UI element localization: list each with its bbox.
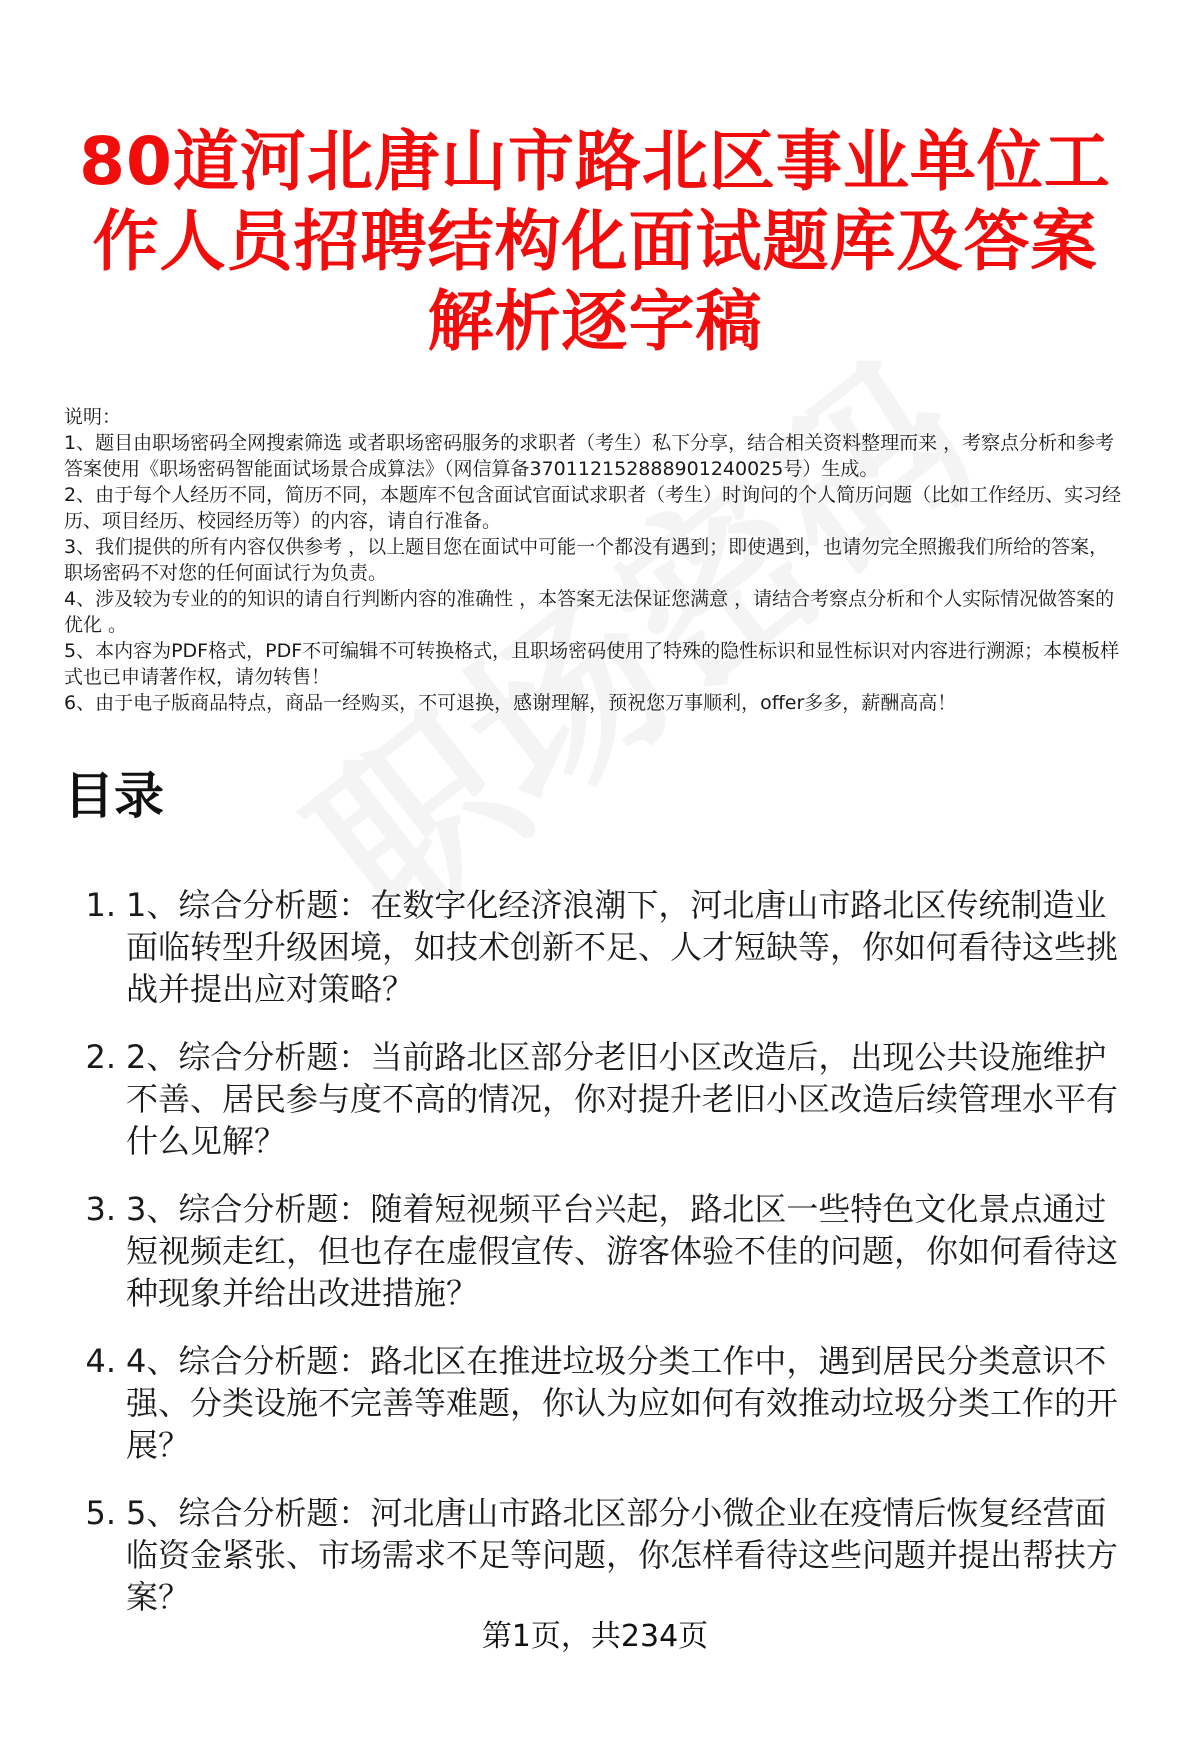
toc-item-link[interactable]: 3、综合分析题：随着短视频平台兴起，路北区一些特色文化景点通过短视频走红，但也存在虚假宣传、游客体验不佳的问题，你如何看待这种现象并给出改进措施？: [126, 1190, 1119, 1312]
toc-heading: 目录: [64, 767, 164, 825]
note-item: 6、由于电子版商品特点，商品一经购买，不可退换，感谢理解，预祝您万事顺利，offer多多，薪酬高高！: [64, 692, 957, 714]
toc-item[interactable]: [64, 884, 1126, 1010]
toc-item-link[interactable]: 2、综合分析题：当前路北区部分老旧小区改造后，出现公共设施维护不善、居民参与度不高的情况，你对提升老旧小区改造后续管理水平有什么见解？: [126, 1038, 1119, 1160]
toc-item-number: 1.: [85, 886, 116, 924]
toc-item-link[interactable]: 4、综合分析题：路北区在推进垃圾分类工作中，遇到居民分类意识不强、分类设施不完善等难题，你认为应如何有效推动垃圾分类工作的开展？: [126, 1342, 1119, 1464]
toc-item[interactable]: [64, 1036, 1126, 1162]
toc-item-number: 3.: [85, 1190, 116, 1228]
toc-list: [64, 884, 1126, 1618]
notes-section: [64, 404, 1126, 716]
toc-item[interactable]: [64, 1188, 1126, 1314]
page-footer: 第1页，共234页: [481, 1619, 709, 1654]
toc-item-link[interactable]: 1、综合分析题：在数字化经济浪潮下，河北唐山市路北区传统制造业面临转型升级困境，如技术创新不足、人才短缺等，你如何看待这些挑战并提出应对策略？: [126, 886, 1119, 1008]
toc-item-link[interactable]: 5、综合分析题：河北唐山市路北区部分小微企业在疫情后恢复经营面临资金紧张、市场需求不足等问题，你怎样看待这些问题并提出帮扶方案？: [126, 1494, 1119, 1616]
note-item: 5、本内容为PDF格式，PDF不可编辑不可转换格式，且职场密码使用了特殊的隐性标识和显性标识对内容进行溯源；本模板样式也已申请著作权，请勿转售！: [64, 640, 1120, 688]
note-item: 1、题目由职场密码全网搜索筛选 或者职场密码服务的求职者（考生）私下分享，结合相关资料整理而来 ，考察点分析和参考答案使用《职场密码智能面试场景合成算法》（网信算备370112152888901240025号）生成。: [64, 432, 1115, 480]
toc-item[interactable]: [64, 1340, 1126, 1466]
document-title: 80道河北唐山市路北区事业单位工作人员招聘结构化面试题库及答案解析逐字稿: [79, 123, 1111, 360]
note-item: 4、涉及较为专业的的知识的请自行判断内容的准确性 ，本答案无法保证您满意 ，请结合考察点分析和个人实际情况做答案的优化 。: [64, 588, 1115, 636]
toc-item-number: 5.: [85, 1494, 116, 1532]
toc-item-number: 4.: [85, 1342, 116, 1380]
note-item: 2、由于每个人经历不同，简历不同，本题库不包含面试官面试求职者（考生）时询问的个人简历问题（比如工作经历、实习经历、项目经历、校园经历等）的内容，请自行准备。: [64, 484, 1122, 532]
toc-item[interactable]: [64, 1492, 1126, 1618]
note-item: 3、我们提供的所有内容仅供参考 ，以上题目您在面试中可能一个都没有遇到；即使遇到，也请勿完全照搬我们所给的答案，职场密码不对您的任何面试行为负责。: [64, 536, 1109, 584]
notes-heading: 说明：: [64, 406, 122, 428]
toc-item-number: 2.: [85, 1038, 116, 1076]
